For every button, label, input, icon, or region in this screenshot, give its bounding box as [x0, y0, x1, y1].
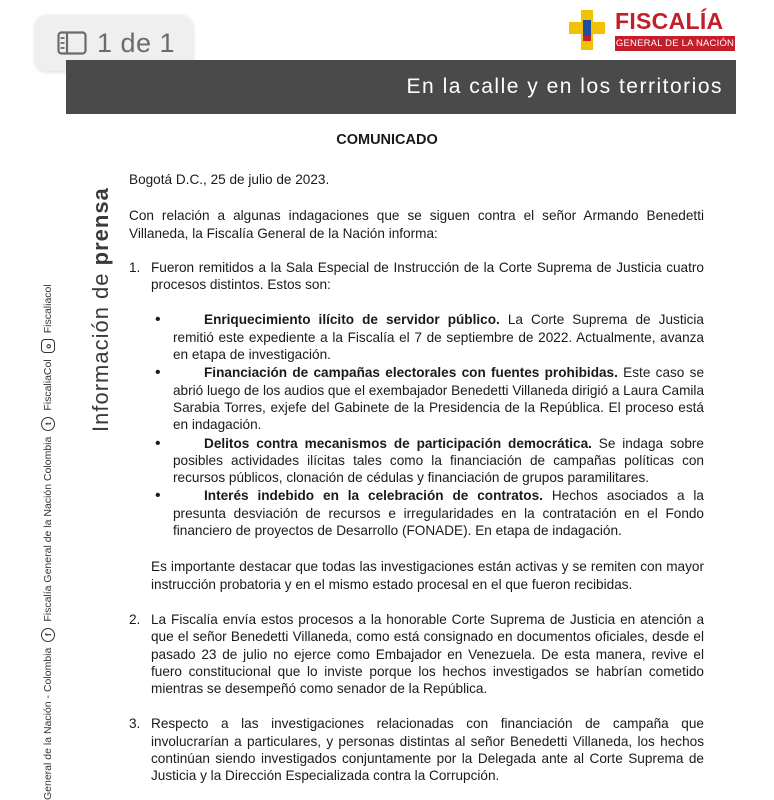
sidebar-text-instagram: Fiscaliacol [42, 284, 54, 334]
logo-subtitle: GENERAL DE LA NACIÓN [615, 38, 735, 49]
case-item: • Financiación de campañas electorales con fuentes prohibidas. Este caso se abrió luego de los audios que el exembajador Benedetti Villaneda dirigió a Laura Camila Sarabia Torres, exjefe del Gabinete de la Presidencia de la República. El proceso está en indagación. [151, 364, 704, 433]
case-list [151, 311, 704, 539]
coat-of-arms-icon [567, 8, 607, 52]
item-1-text: Fueron remitidos a la Sala Especial de Instrucción de la Corte Suprema de Justicia cuatro procesos distintos. Estos son: [151, 259, 704, 293]
fiscalia-logo [567, 6, 737, 54]
sidebar-social [40, 284, 56, 800]
press-info-label: Información de prensa [88, 187, 113, 432]
sidebar-text-country: General de la Nación - Colombia [42, 647, 54, 800]
document-body [129, 171, 704, 785]
item-3-text: Respecto a las investigaciones relacionadas con financiación de campaña que involucrarían a particulares, y personas distintas al señor Benedetti Villaneda, los hechos continúan siendo investigados conjuntamente por la Delegada ante al Corte Suprema de Justicia y la Dirección Especializada contra la Corrupción. [151, 716, 704, 784]
page-indicator-text: 1 de 1 [97, 27, 176, 58]
list-item-1: 1. Fueron remitidos a la Sala Especial de Instrucción de la Corte Suprema de Justicia cuatro procesos distintos. Estos son: • Enriquecimiento ilícito de servidor público. La Corte Suprema de Justicia remitió este expediente a la Fiscalía el 7 de septiembre de 2022. Actualmente, avanza en etapa de investigación. • Financiación de campañas electorales con fuentes prohibidas. Este caso se abrió luego de los audios que el exembajador Benedetti Villaneda dirigió a Laura Camila Sarabia Torres, exjefe del Gabinete de la Presidencia de la República. El proceso está en indagación. • Delitos contra mecanismos de participación democrática. Se indaga sobre posibles actividades ilícitas tales como la financiación de campañas políticas con recursos públicos, clonación de cédulas y financiación de grupos paramilitares. • Interés indebido en la celebración de contratos. Hechos asociados a la presunta desviación de recursos e irregularidades en la contratación en el Fondo financiero de proyectos de Desarrollo (FONADE). En etapa de indagación. Es importante destacar que todas las investigaciones están activas y se remiten con mayor instrucción probatoria y en el mismo estado procesal en el que fueron recibidas. [129, 259, 704, 593]
list-item-2: 2. La Fiscalía envía estos procesos a la honorable Corte Suprema de Justicia en atención a que el señor Benedetti Villaneda, como está consignado en documentos oficiales, desde el pasado 23 de julio no ejerce como Embajador en Venezuela. De esta manera, revive el fuero constitucional que lo inviste porque los hechos investigados se habrían cometido mientras se desempeñó como senador de la República. [129, 611, 704, 697]
document-date: Bogotá D.C., 25 de julio de 2023. [129, 172, 330, 187]
list-item-3: 3. Respecto a las investigaciones relacionadas con financiación de campaña que involucrarían a particulares, y personas distintas al señor Benedetti Villaneda, los hechos continúan siendo investigados conjuntamente por la Delegada ante al Corte Suprema de Justicia y la Dirección Especializada contra la Corrupción. [129, 716, 704, 784]
header-banner: En la calle y en los territorios [66, 60, 736, 114]
case-item: • Interés indebido en la celebración de contratos. Hechos asociados a la presunta desviación de recursos e irregularidades en la contratación en el Fondo financiero de proyectos de Desarrollo (FONADE). En etapa de indagación. [151, 487, 704, 539]
sidebar-text-institution: Fiscalía General de la Nación Colombia [42, 436, 54, 622]
facebook-icon: f [41, 628, 55, 642]
case-item: • Enriquecimiento ilícito de servidor público. La Corte Suprema de Justicia remitió este expediente a la Fiscalía el 7 de septiembre de 2022. Actualmente, avanza en etapa de investigación. [151, 311, 704, 363]
instagram-icon: o [41, 339, 55, 353]
intro-paragraph: Con relación a algunas indagaciones que se siguen contra el señor Armando Benedetti Villaneda, la Fiscalía General de la Nación informa: [129, 208, 704, 241]
logo-name: FISCALÍA [615, 8, 724, 34]
item-1-closing: Es importante destacar que todas las investigaciones están activas y se remiten con mayor instrucción probatoria y en el mismo estado procesal en el que fueron recibidas. [151, 559, 704, 592]
page-view-icon [57, 31, 87, 55]
case-item: • Delitos contra mecanismos de participación democrática. Se indaga sobre posibles actividades ilícitas tales como la financiación de campañas políticas con recursos públicos, clonación de cédulas y financiación de grupos paramilitares. [151, 435, 704, 487]
sidebar-text-handle: FiscaliaCol [42, 359, 54, 411]
item-2-text: La Fiscalía envía estos procesos a la honorable Corte Suprema de Justicia en atención a que el señor Benedetti Villaneda, como está consignado en documentos oficiales, desde el pasado 23 de julio no ejerce como Embajador en Venezuela. De esta manera, revive el fuero constitucional que lo inviste porque los hechos investigados se habrían cometido mientras se desempeñó como senador de la República. [151, 611, 704, 697]
document-title: COMUNICADO [336, 132, 438, 148]
twitter-icon: t [41, 417, 55, 431]
